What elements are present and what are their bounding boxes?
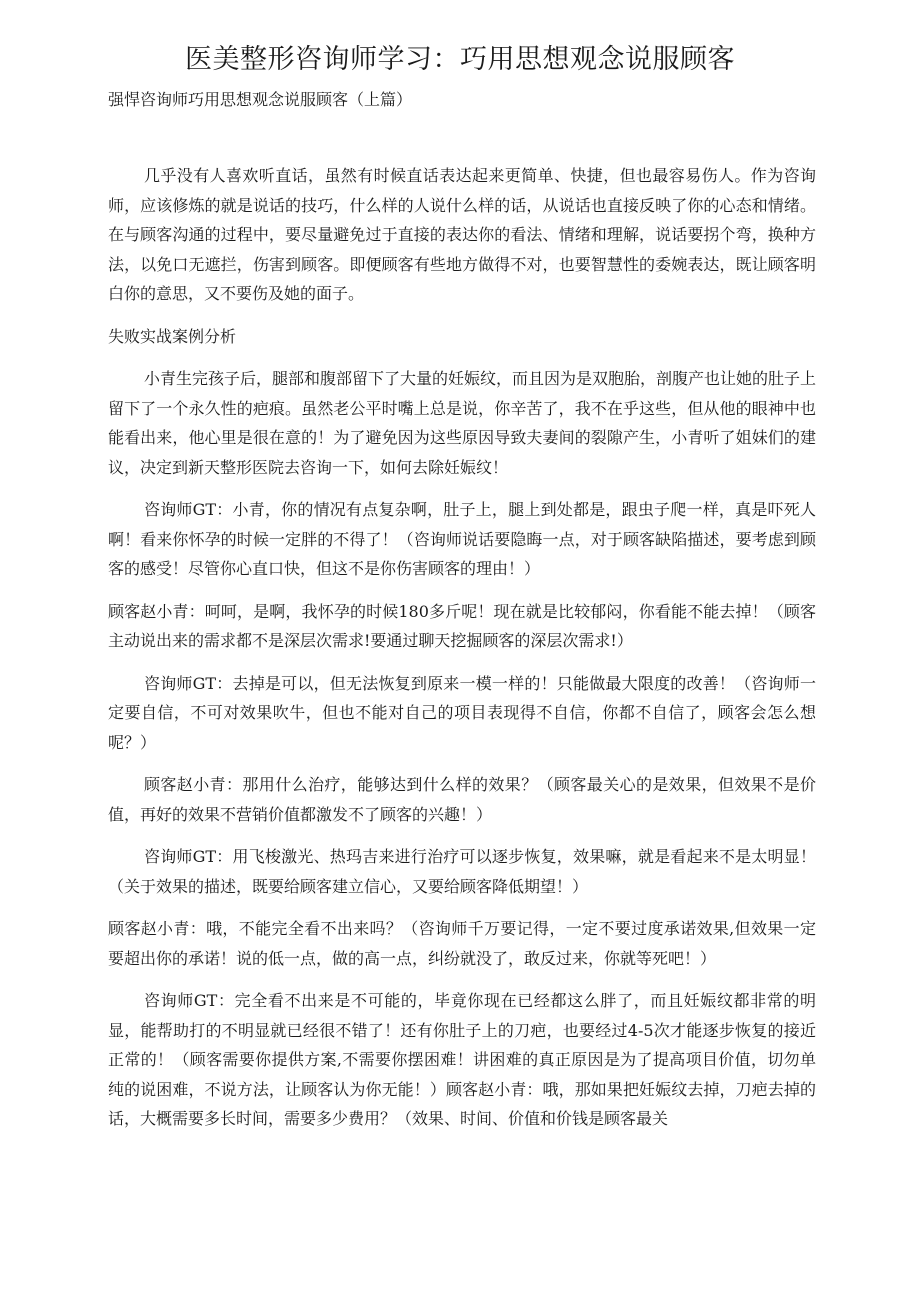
- document-subtitle: 强悍咨询师巧用思想观念说服顾客（上篇）: [108, 90, 413, 109]
- case-paragraph: 咨询师GT：小青，你的情况有点复杂啊，肚子上，腿上到处都是，跟虫子爬一样，真是吓死人啊！看来你怀孕的时候一定胖的不得了！（咨询师说话要隐晦一点，对于顾客缺陷描述，要考虑到顾客的感受！尽管你心直口快，但这不是你伤害顾客的理由！）: [108, 500, 816, 578]
- document-body: [108, 161, 816, 1147]
- case-paragraph: 咨询师GT：用飞梭激光、热玛吉来进行治疗可以逐步恢复，效果嘛，就是看起来不是太明显！（关于效果的描述，既要给顾客建立信心，又要给顾客降低期望！）: [108, 847, 816, 896]
- intro-paragraph: 几乎没有人喜欢听直话，虽然有时候直话表达起来更简单、快捷，但也最容易伤人。作为咨询师，应该修炼的就是说话的技巧，什么样的人说什么样的话，从说话也直接反映了你的心态和情绪。在与顾客沟通的过程中，要尽量避免过于直接的表达你的看法、情绪和理解，说话要拐个弯，换种方法，以免口无遮拦，伤害到顾客。即便顾客有些地方做得不对，也要智慧性的委婉表达，既让顾客明白你的意思，又不要伤及她的面子。: [108, 166, 816, 303]
- case-paragraph: 咨询师GT：去掉是可以，但无法恢复到原来一模一样的！只能做最大限度的改善！（咨询师一定要自信，不可对效果吹牛，但也不能对自己的项目表现得不自信，你都不自信了，顾客会怎么想呢？）: [108, 673, 816, 752]
- case-paragraph: 小青生完孩子后，腿部和腹部留下了大量的妊娠纹，而且因为是双胞胎，剖腹产也让她的肚子上留下了一个永久性的疤痕。虽然老公平时嘴上总是说，你辛苦了，我不在乎这些，但从他的眼神中也能看出来，他心里是很在意的！为了避免因为这些原因导致夫妻间的裂隙产生，小青听了姐妹们的建议，决定到新天整形医院去咨询一下，如何去除妊娠纹！: [108, 369, 817, 477]
- case-paragraph: 咨询师GT：完全看不出来是不可能的，毕竟你现在已经都这么胖了，而且妊娠纹都非常的明显，能帮助打的不明显就已经很不错了！还有你肚子上的刀疤，也要经过4-5次才能逐步恢复的接近正常的！（顾客需要你提供方案,不需要你摆困难！讲困难的真正原因是为了提高项目价值，切勿单纯的说困难，不说方法，让顾客认为你无能！）顾客赵小青：哦，那如果把妊娠纹去掉，刀疤去掉的话，大概需要多长时间，需要多少费用？（效果、时间、价值和价钱是顾客最关: [108, 991, 816, 1128]
- section-heading: 失败实战案例分析: [108, 326, 237, 346]
- document-title: 医美整形咨询师学习：巧用思想观念说服顾客: [185, 44, 735, 75]
- case-paragraph: 顾客赵小青：呵呵，是啊，我怀孕的时候180多斤呢！现在就是比较郁闷，你看能不能去掉！（顾客主动说出来的需求都不是深层次需求!要通过聊天挖掘顾客的深层次需求!）: [108, 601, 816, 650]
- case-paragraph: 顾客赵小青：哦，不能完全看不出来吗？（咨询师千万要记得，一定不要过度承诺效果,但效果一定要超出你的承诺！说的低一点，做的高一点，纠纷就没了，敢反过来，你就等死吧！）: [108, 919, 816, 968]
- case-paragraph: 顾客赵小青：那用什么治疗，能够达到什么样的效果？（顾客最关心的是效果，但效果不是价值，再好的效果不营销价值都激发不了顾客的兴趣！）: [108, 775, 816, 824]
